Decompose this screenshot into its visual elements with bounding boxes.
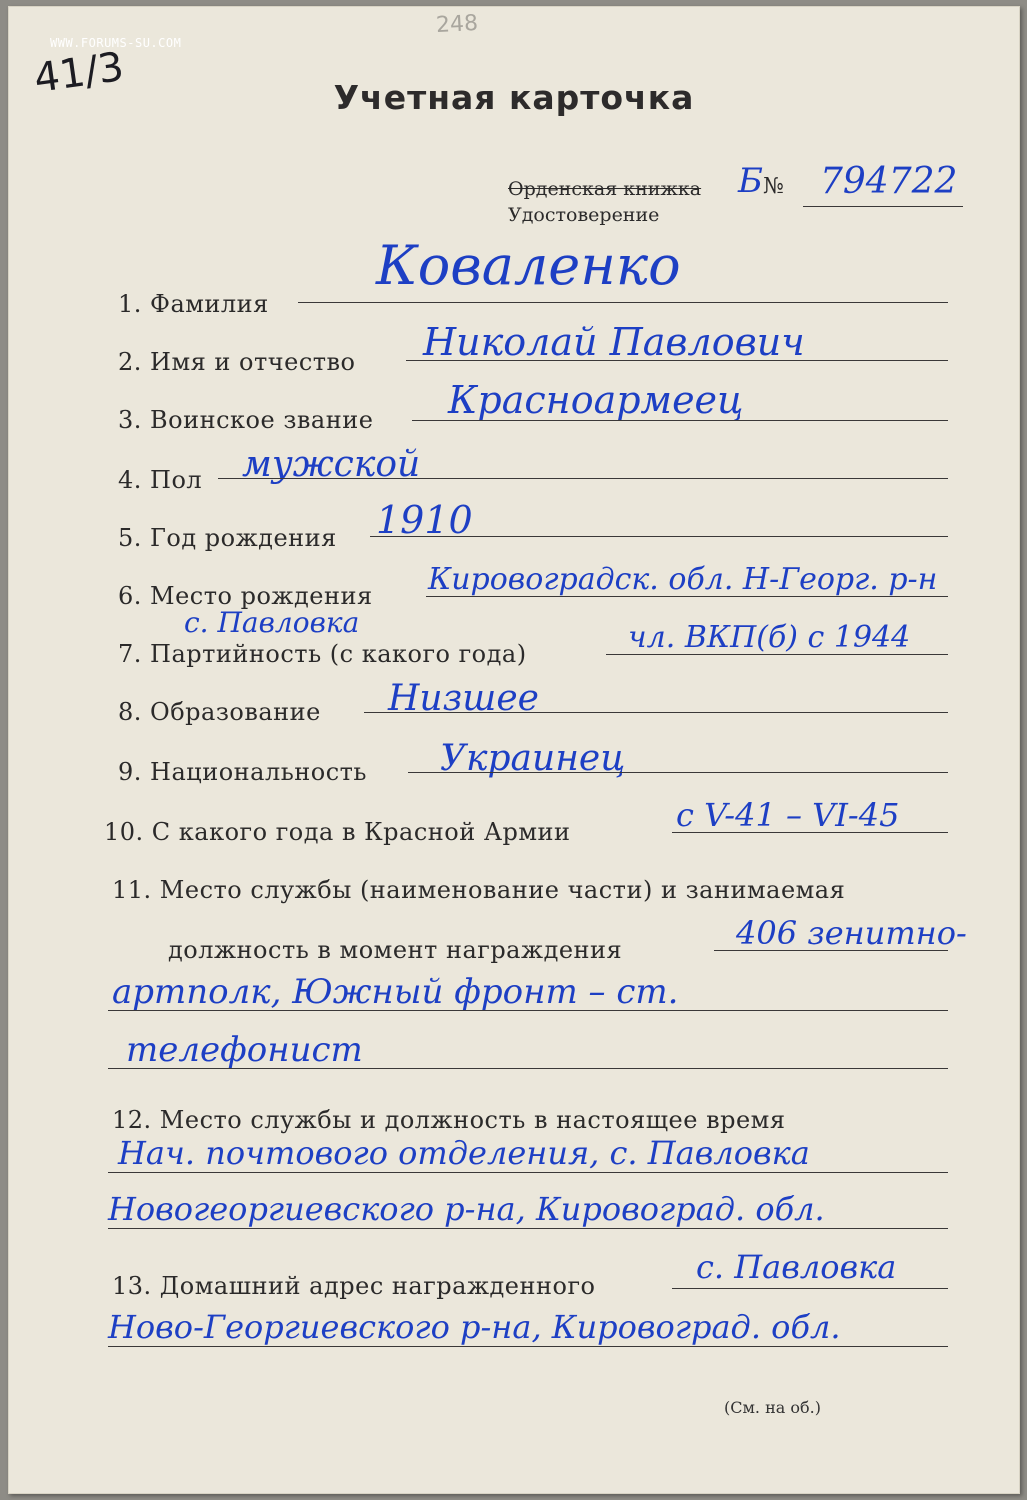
nationality-label: 9. Национальность [118,758,367,786]
service-place-line-3 [108,1068,948,1069]
service-place-value-2: артполк, Южный фронт – ст. [112,972,679,1012]
army-since-value: с V-41 – VI-45 [676,796,900,834]
surname-label: 1. Фамилия [118,290,269,318]
birth-year-label: 5. Год рождения [118,524,337,552]
home-address-label: 13. Домашний адрес награжденного [112,1272,596,1300]
army-since-line [672,832,948,833]
home-address-value-1: с. Павловка [696,1248,897,1286]
doc-series: Б [738,161,763,201]
birth-year-line [370,536,948,537]
sex-line [218,478,948,479]
current-service-line-2 [108,1228,948,1229]
education-value: Низшее [388,678,539,719]
archive-number: 248 [435,10,479,39]
doc-number: 794722 [820,161,958,202]
doc-number-line [803,206,963,207]
rank-label: 3. Воинское звание [118,406,374,434]
registration-card [8,6,1020,1494]
birthplace-value: Кировоградск. обл. Н-Георг. р-н [428,562,938,597]
birthplace-label: 6. Место рождения [118,582,373,610]
see-reverse-note: (См. на об.) [724,1398,821,1417]
education-line [364,712,948,713]
name-label: 2. Имя и отчество [118,348,356,376]
service-place-line-2 [108,1010,948,1011]
sex-value: мужской [242,444,421,485]
birth-year-value: 1910 [376,498,473,542]
current-service-value-2: Новогеоргиевского р-на, Кировоград. обл. [108,1190,825,1228]
document-type [508,178,701,226]
struck-doc-label: Орденская книжка [508,178,702,200]
doc-number-label: № [763,174,785,199]
sex-label: 4. Пол [118,466,203,494]
doc-label: Удостоверение [508,204,660,226]
service-place-label-1: 11. Место службы (наименование части) и занимаемая [112,876,846,904]
current-service-line-1 [108,1172,948,1173]
service-place-line-1 [714,950,948,951]
birthplace-line [426,596,948,597]
corner-mark: 41/3 [31,43,127,103]
education-label: 8. Образование [118,698,321,726]
surname-value: Коваленко [376,234,681,297]
rank-line [412,420,948,421]
party-line [606,654,948,655]
watermark: WWW.FORUMS-SU.COM [50,36,182,50]
home-address-value-2: Ново-Георгиевского р-на, Кировоград. обл. [108,1308,841,1346]
nationality-value: Украинец [440,738,626,779]
name-line [406,360,948,361]
service-place-value-1: 406 зенитно- [736,914,967,952]
army-since-label: 10. С какого года в Красной Армии [104,818,571,846]
home-address-line-2 [108,1346,948,1347]
surname-line [298,302,948,303]
current-service-label: 12. Место службы и должность в настоящее время [112,1106,786,1134]
nationality-line [408,772,948,773]
birthplace-value-2: с. Павловка [184,606,360,639]
service-place-label-2: должность в момент награждения [168,936,623,964]
current-service-value-1: Нач. почтового отделения, с. Павловка [118,1134,810,1172]
party-label: 7. Партийность (с какого года) [118,640,527,668]
name-value: Николай Павлович [423,320,805,364]
page-title: Учетная карточка [333,78,695,117]
service-place-value-3: телефонист [126,1030,363,1070]
home-address-line-1 [672,1288,948,1289]
rank-value: Красноармеец [448,378,744,422]
party-value: чл. ВКП(б) с 1944 [628,620,911,655]
